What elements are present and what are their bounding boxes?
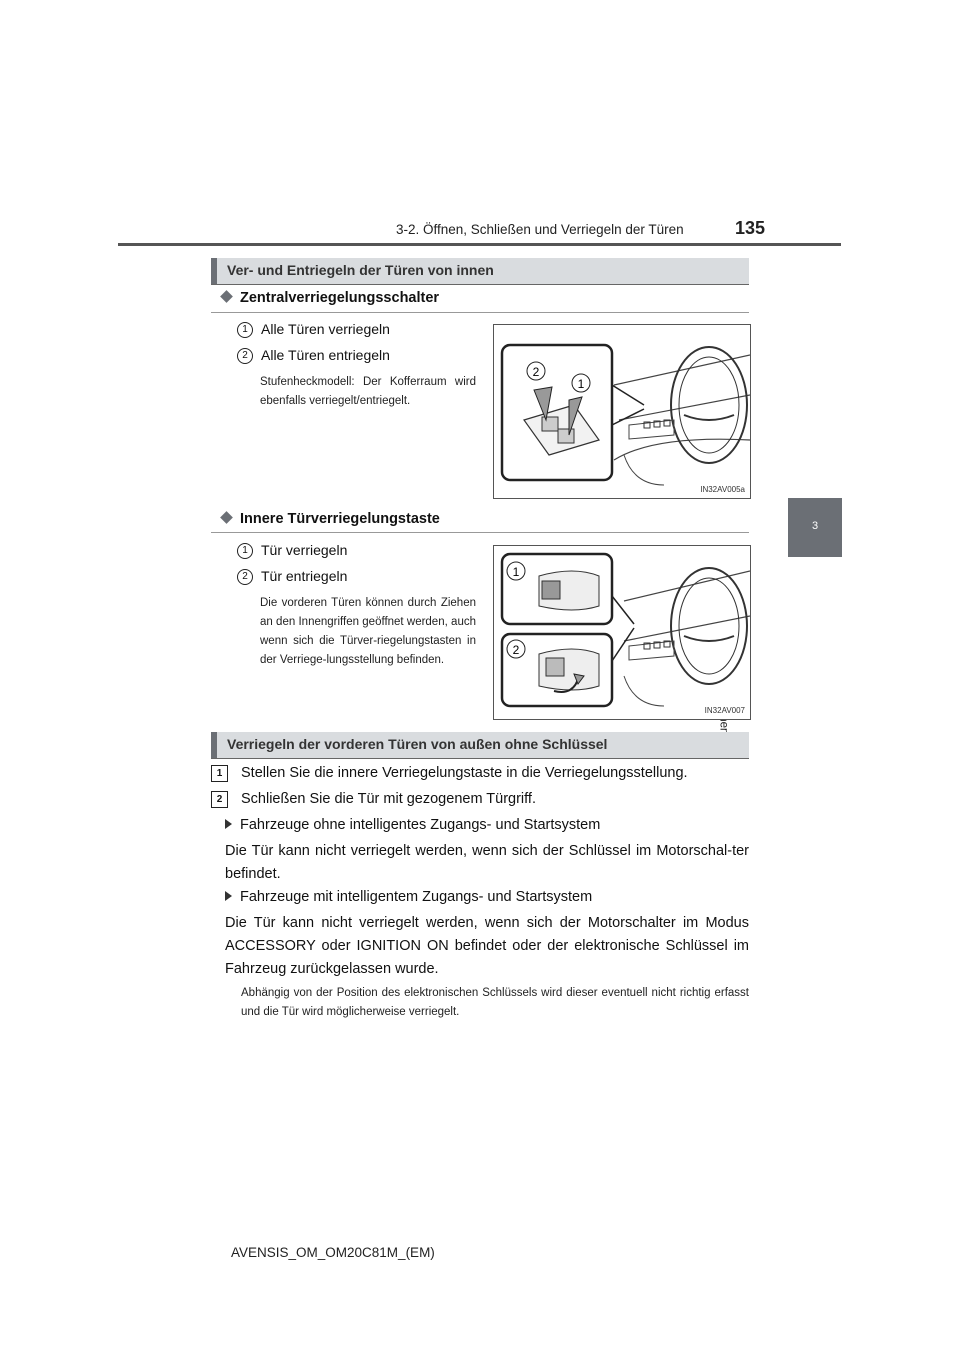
note-text: Stufenheckmodell: Der Kofferraum wird ebenfalls verriegelt/entriegelt. <box>260 376 476 407</box>
step-number-circle: 2 <box>237 348 253 364</box>
chapter-number: 3 <box>811 520 819 532</box>
section-heading-bar <box>211 258 749 284</box>
section-heading-rule <box>211 758 749 759</box>
figure-label: 1 <box>577 377 585 391</box>
step-number-circle: 2 <box>237 569 253 585</box>
diamond-bullet-icon <box>220 290 233 303</box>
triangle-bullet-icon <box>225 891 232 901</box>
section-heading-bar <box>211 732 749 758</box>
figure-central-lock-switch <box>493 324 751 499</box>
step-text: Tür entriegeln <box>261 568 348 584</box>
chapter-title-vertical <box>802 565 824 770</box>
subheading-text: Innere Türverriegelungstaste <box>240 511 440 527</box>
diamond-bullet-icon <box>220 511 233 524</box>
step-text: Stellen Sie die innere Verriegelungstaste in die Verriegelungsstellung. <box>241 765 688 781</box>
step-text: Schließen Sie die Tür mit gezogenem Türgriff. <box>241 791 536 807</box>
case-body: Die Tür kann nicht verriegelt werden, wenn sich der Schlüssel im Motorschal-ter befindet. <box>225 843 749 882</box>
figure-label: 2 <box>512 643 520 657</box>
section-heading-title: Ver- und Entriegeln der Türen von innen <box>227 262 494 278</box>
figure-code: IN32AV005a <box>700 485 745 494</box>
case-label-text: Fahrzeuge mit intelligentem Zugangs- und Startsystem <box>240 889 593 905</box>
dashboard-illustration <box>494 325 750 498</box>
section-heading-title: Verriegeln der vorderen Türen von außen ohne Schlüssel <box>227 736 608 752</box>
note-text: Abhängig von der Position des elektronischen Schlüssels wird dieser eventuell nicht richtig erfasst und die Tür wird möglicherweise verriegelt. <box>241 987 749 1018</box>
step-number-circle: 1 <box>237 543 253 559</box>
figure-label: 1 <box>512 565 520 579</box>
step-text: Alle Türen entriegeln <box>261 347 390 363</box>
figure-label: 2 <box>532 365 540 379</box>
document-code: AVENSIS_OM_OM20C81M_(EM) <box>231 1245 435 1260</box>
running-header: 3-2. Öffnen, Schließen und Verriegeln der Türen <box>396 222 684 237</box>
step-text: Tür verriegeln <box>261 542 348 558</box>
step-number-box: 1 <box>211 765 228 782</box>
step-item <box>237 347 390 364</box>
door-handle-illustration <box>494 546 750 719</box>
page-number: 135 <box>735 218 766 238</box>
case-label-text: Fahrzeuge ohne intelligentes Zugangs- und Startsystem <box>240 817 601 833</box>
step-number-box: 2 <box>211 791 228 808</box>
subheading-central-lock <box>222 290 439 306</box>
header-rule <box>118 243 841 246</box>
step-item <box>237 568 347 585</box>
figure-inner-lock-button <box>493 545 751 720</box>
subheading-text: Zentralverriegelungsschalter <box>240 290 440 306</box>
step-text: Alle Türen verriegeln <box>261 321 390 337</box>
step-item <box>237 542 347 559</box>
subheading-rule <box>211 532 749 533</box>
triangle-bullet-icon <box>225 819 232 829</box>
case-label <box>225 817 600 833</box>
step-item <box>237 321 390 338</box>
note-text: Die vorderen Türen können durch Ziehen an den Innengriffen geöffnet werden, auch wenn sich die Türver-riegelungstasten in der Verriege-lungsstellung befinden. <box>260 597 476 666</box>
section-heading-rule <box>211 284 749 285</box>
subheading-rule <box>211 312 749 313</box>
section-heading-accent <box>211 258 217 284</box>
figure-code: IN32AV007 <box>704 706 745 715</box>
section-heading-accent <box>211 732 217 758</box>
case-label <box>225 889 592 905</box>
subheading-inner-lock <box>222 511 440 527</box>
case-body: Die Tür kann nicht verriegelt werden, wenn sich der Motorschalter im Modus ACCESSORY oder IGNITION ON befindet oder der elektronische Schlüssel im Fahrzeug zurückgelassen wurde. <box>225 915 749 977</box>
step-number-circle: 1 <box>237 322 253 338</box>
